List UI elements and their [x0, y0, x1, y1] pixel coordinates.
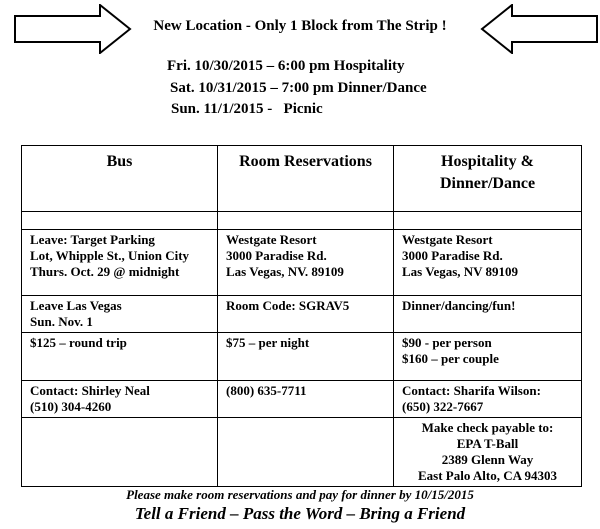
room-phone: (800) 635-7711	[218, 381, 394, 418]
table-cell	[218, 212, 394, 230]
bus-departure: Leave: Target Parking Lot, Whipple St., Union City Thurs. Oct. 29 @ midnight	[22, 230, 218, 296]
table-cell	[22, 212, 218, 230]
hospitality-description: Dinner/dancing/fun!	[394, 296, 582, 333]
banner-title: New Location - Only 1 Block from The Strip !	[153, 18, 447, 34]
hospitality-contact: Contact: Sharifa Wilson: (650) 322-7667	[394, 381, 582, 418]
room-address: Westgate Resort 3000 Paradise Rd. Las Vegas, NV. 89109	[218, 230, 394, 296]
schedule-sunday: Sun. 11/1/2015 - Picnic	[171, 101, 323, 117]
reservation-deadline-note: Please make room reservations and pay for dinner by 10/15/2015	[126, 487, 474, 502]
header-room-reservations: Room Reservations	[218, 146, 394, 212]
table-cell	[218, 418, 394, 487]
bus-return: Leave Las Vegas Sun. Nov. 1	[22, 296, 218, 333]
header-bus: Bus	[22, 146, 218, 212]
bus-contact: Contact: Shirley Neal (510) 304-4260	[22, 381, 218, 418]
payment-info: Make check payable to: EPA T-Ball 2389 Glenn Way East Palo Alto, CA 94303	[394, 418, 582, 487]
hospitality-address: Westgate Resort 3000 Paradise Rd. Las Vegas, NV 89109	[394, 230, 582, 296]
room-code: Room Code: SGRAV5	[218, 296, 394, 333]
table-cell	[394, 212, 582, 230]
schedule-saturday: Sat. 10/31/2015 – 7:00 pm Dinner/Dance	[170, 80, 427, 96]
room-price: $75 – per night	[218, 333, 394, 381]
footer-slogan: Tell a Friend – Pass the Word – Bring a Friend	[134, 504, 466, 523]
schedule-friday: Fri. 10/30/2015 – 6:00 pm Hospitality	[167, 58, 405, 74]
table-cell	[22, 418, 218, 487]
event-info-table	[21, 145, 582, 487]
bus-price: $125 – round trip	[22, 333, 218, 381]
header-hospitality: Hospitality & Dinner/Dance	[394, 146, 582, 212]
dinner-price: $90 - per person $160 – per couple	[394, 333, 582, 381]
